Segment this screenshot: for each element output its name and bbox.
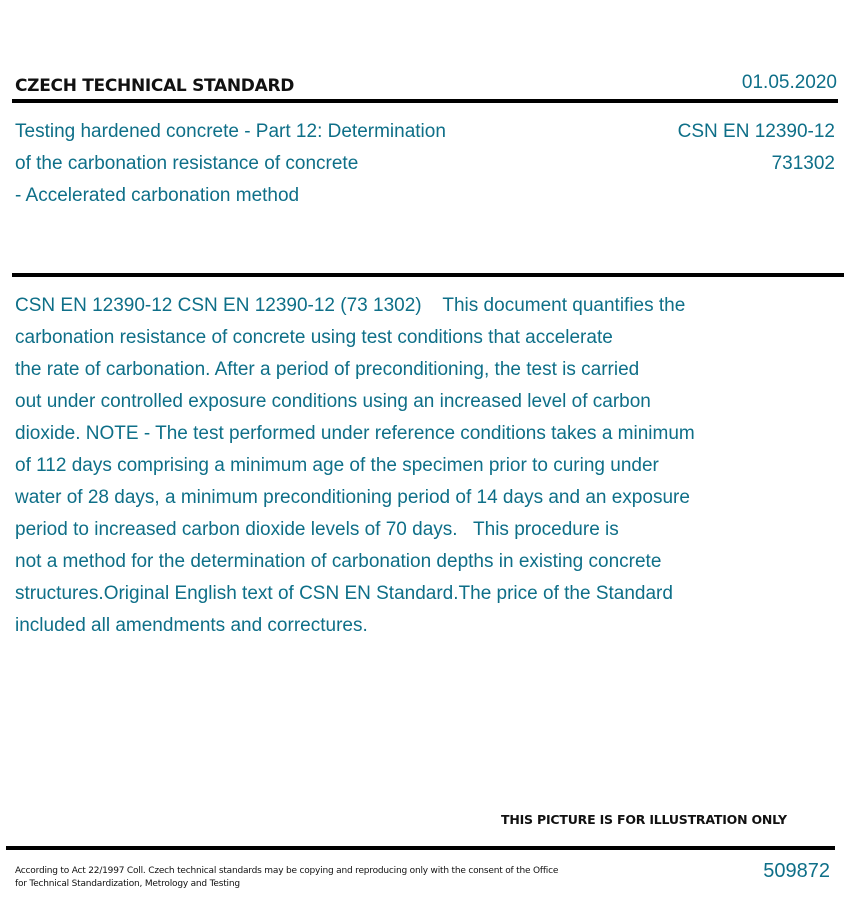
description-line: included all amendments and correctures. [15, 615, 368, 636]
description-line: period to increased carbon dioxide levels of 70 days. This procedure is [15, 519, 619, 540]
legal-line: According to Act 22/1997 Coll. Czech technical standards may be copying and reproducing only with the consent of the Office [15, 866, 559, 876]
standard-number: CSN EN 12390-12 [677, 121, 835, 142]
description-line: structures.Original English text of CSN EN Standard.The price of the Standard [15, 583, 673, 604]
classification-code: 731302 [771, 153, 835, 174]
footer-divider [6, 846, 835, 850]
standard-description [15, 290, 815, 642]
legal-notice [15, 865, 558, 891]
product-code: 509872 [763, 860, 830, 882]
header-divider [12, 99, 838, 103]
description-line: not a method for the determination of carbonation depths in existing concrete [15, 551, 662, 572]
description-line: the rate of carbonation. After a period of preconditioning, the test is carried [15, 359, 640, 380]
standard-title-line: Testing hardened concrete - Part 12: Determination [15, 121, 446, 142]
standard-identifiers [678, 116, 835, 180]
illustration-note: THIS PICTURE IS FOR ILLUSTRATION ONLY [501, 812, 787, 827]
title-divider [12, 273, 844, 277]
standard-title [15, 116, 575, 212]
publication-date: 01.05.2020 [741, 72, 837, 93]
description-line: of 112 days comprising a minimum age of the specimen prior to curing under [15, 455, 659, 476]
description-line: CSN EN 12390-12 CSN EN 12390-12 (73 1302) This document quantifies the [15, 295, 686, 316]
description-line: out under controlled exposure conditions using an increased level of carbon [15, 391, 651, 412]
standard-title-line: - Accelerated carbonation method [15, 185, 300, 206]
standard-title-line: of the carbonation resistance of concrete [15, 153, 359, 174]
legal-line: for Technical Standardization, Metrology and Testing [15, 879, 240, 889]
document-type-label: CZECH TECHNICAL STANDARD [15, 76, 295, 96]
description-line: dioxide. NOTE - The test performed under reference conditions takes a minimum [15, 423, 695, 444]
description-line: carbonation resistance of concrete using test conditions that accelerate [15, 327, 613, 348]
description-line: water of 28 days, a minimum preconditioning period of 14 days and an exposure [15, 487, 690, 508]
